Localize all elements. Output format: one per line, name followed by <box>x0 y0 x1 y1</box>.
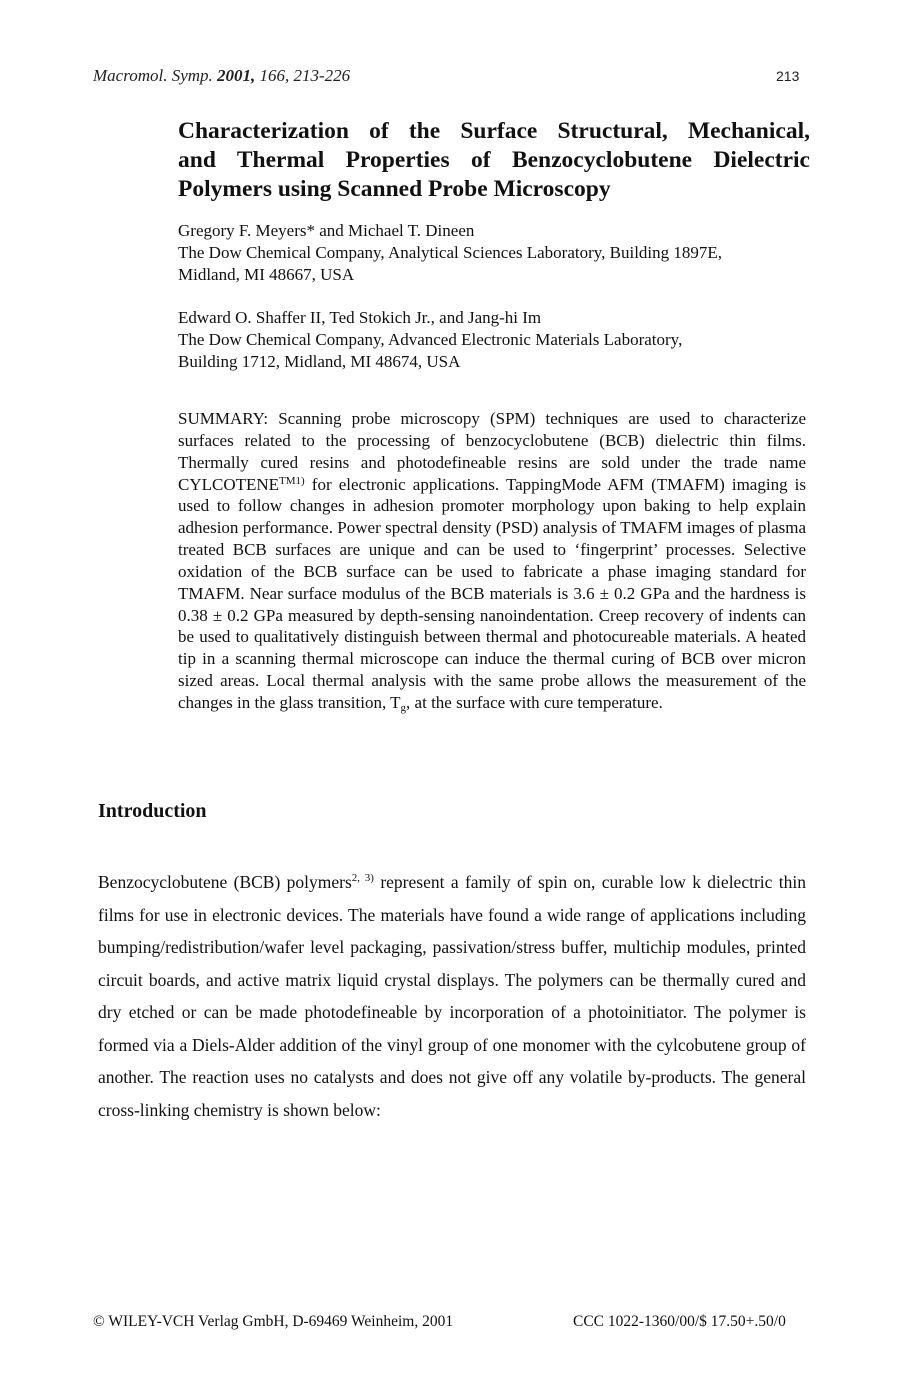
page-number: 213 <box>776 68 800 84</box>
summary-text-part-2: for electronic applications. TappingMode AFM (TMAFM) imaging is used to follow changes in adhesion promoter morphology upon baking to help explain adhesion performance. Power spectral density (PSD) analysis of TMAFM images of plasma treated BCB surfaces are unique and can be used to ‘fingerprint’ processes. Selective oxidation of the BCB surface can be used to fabricate a phase imaging standard for TMAFM. Near surface modulus of the BCB materials is 3.6 ± 0.2 GPa and the hardness is 0.38 ± 0.2 GPa measured by depth-sensing nanoindentation. Creep recovery of indents can be used to qualitatively distinguish between thermal and photocureable materials. A heated tip in a scanning thermal microscope can induce the thermal curing of BCB over micron sized areas. Local thermal analysis with the same probe allows the measurement of the changes in the glass transition, T <box>178 474 806 712</box>
author-group-1 <box>178 220 818 286</box>
journal-name: Macromol. Symp. <box>93 66 213 85</box>
ccc-code: CCC 1022-1360/00/$ 17.50+.50/0 <box>573 1313 786 1330</box>
copyright-notice: © WILEY-VCH Verlag GmbH, D-69469 Weinheim, 2001 <box>93 1313 454 1330</box>
section-heading-introduction: Introduction <box>98 800 207 822</box>
running-head-citation <box>93 66 350 86</box>
reference-marker: 1) <box>295 474 305 487</box>
title-line-1: Characterization of the Surface Structural, Mechanical, <box>178 118 810 144</box>
intro-text-part-2: represent a family of spin on, curable low k dielectric thin films for use in electronic devices. The materials have found a wide range of applications including bumping/redistribution/wafer level packaging, passivation/stress buffer, multichip modules, printed circuit boards, and active matrix liquid crystal displays. The polymers can be thermally cured and dry etched or can be made photodefineable by incorporation of a photoinitiator. The polymer is formed via a Diels-Alder addition of the vinyl group of one monomer with the cylcobutene group of another. The reaction uses no catalysts and does not give off any volatile by-products. The general cross-linking chemistry is shown below: <box>98 872 806 1120</box>
journal-year: 2001, <box>217 66 256 85</box>
summary-text-part-3: , at the surface with cure temperature. <box>406 692 663 712</box>
journal-volume-pages: 166, 213-226 <box>259 66 351 85</box>
author-names: Edward O. Shaffer II, Ted Stokich Jr., and Jang-hi Im <box>178 308 542 327</box>
subscript-g: g <box>400 701 407 714</box>
author-names: Gregory F. Meyers* and Michael T. Dineen <box>178 221 475 240</box>
trademark-mark: TM <box>279 474 296 487</box>
summary-text-part-1: SUMMARY: Scanning probe microscopy (SPM) techniques are used to characterize surfaces related to the processing of benzocyclobutene (BCB) dielectric thin films. Thermally cured resins and photodefineable resins are sold under the trade name CYLCOTENE <box>178 409 806 494</box>
affiliation-line: Midland, MI 48667, USA <box>178 265 355 284</box>
title-line-2: and Thermal Properties of Benzocyclobutene Dielectric <box>178 147 810 173</box>
paper-title <box>178 117 810 204</box>
title-line-3: Polymers using Scanned Probe Microscopy <box>178 176 611 202</box>
introduction-paragraph <box>98 866 806 1126</box>
reference-marker: 2, 3) <box>351 872 374 884</box>
intro-text-part-1: Benzocyclobutene (BCB) polymers <box>98 872 352 892</box>
affiliation-line: The Dow Chemical Company, Advanced Electronic Materials Laboratory, <box>178 330 683 349</box>
summary-abstract <box>178 408 806 714</box>
affiliation-line: The Dow Chemical Company, Analytical Sciences Laboratory, Building 1897E, <box>178 243 723 262</box>
affiliation-line: Building 1712, Midland, MI 48674, USA <box>178 352 461 371</box>
author-group-2 <box>178 307 818 373</box>
